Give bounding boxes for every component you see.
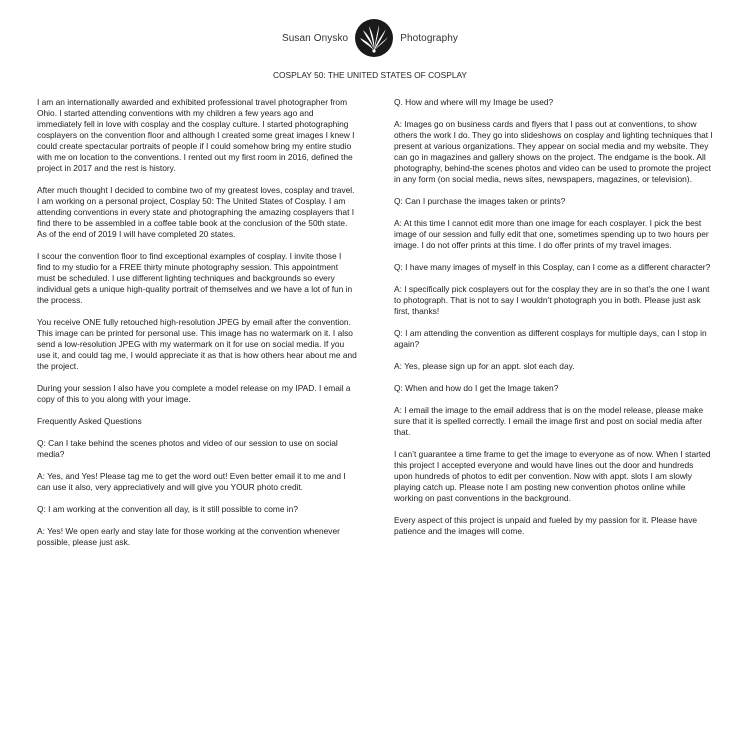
page-title: COSPLAY 50: THE UNITED STATES OF COSPLAY	[272, 70, 468, 80]
faq-question: Q: Can I take behind the scenes photos and video of our session to use on social media?	[37, 438, 338, 459]
paragraph: I scour the convention floor to find exceptional examples of cosplay. I invite those I find to my studio for a FREE thirty minute photography session. This appointment must be scheduled. I use different lighting techniques and backgrounds so every individual gets a unique high-quality portrait of themselves and we have a lot of fun in the process.	[37, 251, 353, 305]
faq-answer: A: Images go on business cards and flyers that I pass out at conventions, to show others the work I do. They go into slideshows on cosplay and lighting techniques that I present at various organizations. They appear on social media and my website. They can go in magazines and gallery shows on the project. The endgame is the book. All photography, behind-the scenes photos and video can be used to promote the project in any form (on social media, news sites, newspapers, magazines, or television).	[394, 119, 713, 184]
header	[0, 12, 740, 64]
paragraph: I can’t guarantee a time frame to get the image to everyone as of now. When I started this project I accepted everyone and would have lines out the door and hundreds upon hundreds of photos to edit per convention. Now with appt. slots I am slowly playing catch up. Please note I am posting new convention photos online while working on past conventions in the background.	[394, 449, 711, 503]
faq-answer: A: At this time I cannot edit more than one image for each cosplayer. I pick the best image of our session and fully edit that one, sometimes spending up to two hours per image. I do not offer prints at this time. I do offer prints of my travel images.	[394, 218, 709, 250]
paragraph: After much thought I decided to combine two of my greatest loves, cosplay and travel. I am working on a personal project, Cosplay 50: The United States of Cosplay. I am attending conventions in every state and photographing the amazing cosplayers that I find there to be assembled in a coffee table book at the conclusion of the 50th state. As of the end of 2019 I will have completed 20 states.	[37, 185, 355, 239]
faq-answer: A: Yes, please sign up for an appt. slot each day.	[394, 361, 575, 371]
paragraph: You receive ONE fully retouched high-resolution JPEG by email after the convention. This image can be printed for personal use. This image has no watermark on it. I also send a low-resolution JPEG with my watermark on it for use on social media. If you use it, and could tag me, I would appreciate it as that is how others hear about me and the project.	[37, 317, 357, 371]
faq-question: Q. How and where will my Image be used?	[394, 97, 554, 107]
faq-question: Q: When and how do I get the Image taken?	[394, 383, 559, 393]
faq-question: Q: I am working at the convention all day, is it still possible to come in?	[37, 504, 298, 514]
faq-answer: A: I email the image to the email address that is on the model release, please make sure that it is spelled correctly. I email the image first and post on social media after that.	[394, 405, 704, 437]
faq-question: Q: I am attending the convention as different cosplays for multiple days, can I stop in again?	[394, 328, 707, 349]
faq-question: Q: Can I purchase the images taken or prints?	[394, 196, 566, 206]
brand-name-left: Susan Onysko	[281, 32, 349, 44]
faq-question: Q: I have many images of myself in this Cosplay, can I come as a different character?	[394, 262, 711, 272]
paragraph: Every aspect of this project is unpaid and fueled by my passion for it. Please have patience and the images will come.	[394, 515, 698, 536]
faq-answer: A: Yes! We open early and stay late for those working at the convention whenever possible, please just ask.	[37, 526, 340, 547]
faq-heading: Frequently Asked Questions	[37, 416, 142, 426]
paragraph: During your session I also have you complete a model release on my IPAD. I email a copy of this to you along with your image.	[37, 383, 351, 404]
paragraph: I am an internationally awarded and exhibited professional travel photographer from Ohio. I started attending conventions with my children a few years ago and immediately fell in love with cosplay and the cosplay culture. I started photographing cosplayers on the convention floor and although I created some great images I knew I could create spectacular portraits of people if I could somehow bring my entire studio with me on location to the conventions. I rented out my first room in 2016, defined the project in 2017 and the rest is history.	[37, 97, 355, 173]
left-column	[37, 97, 357, 559]
feather-fan-logo-icon	[354, 18, 394, 58]
faq-answer: A: Yes, and Yes! Please tag me to get the word out! Even better email it to me and I can use it also, very appreciatively and will give you YOUR photo credit.	[37, 471, 346, 492]
right-column	[394, 97, 714, 548]
brand-name-right: Photography	[400, 32, 459, 44]
faq-answer: A: I specifically pick cosplayers out for the cosplay they are in so that’s the one I want to photograph. That is not to say I wouldn’t photograph you in both. Please just ask first, thanks!	[394, 284, 710, 316]
